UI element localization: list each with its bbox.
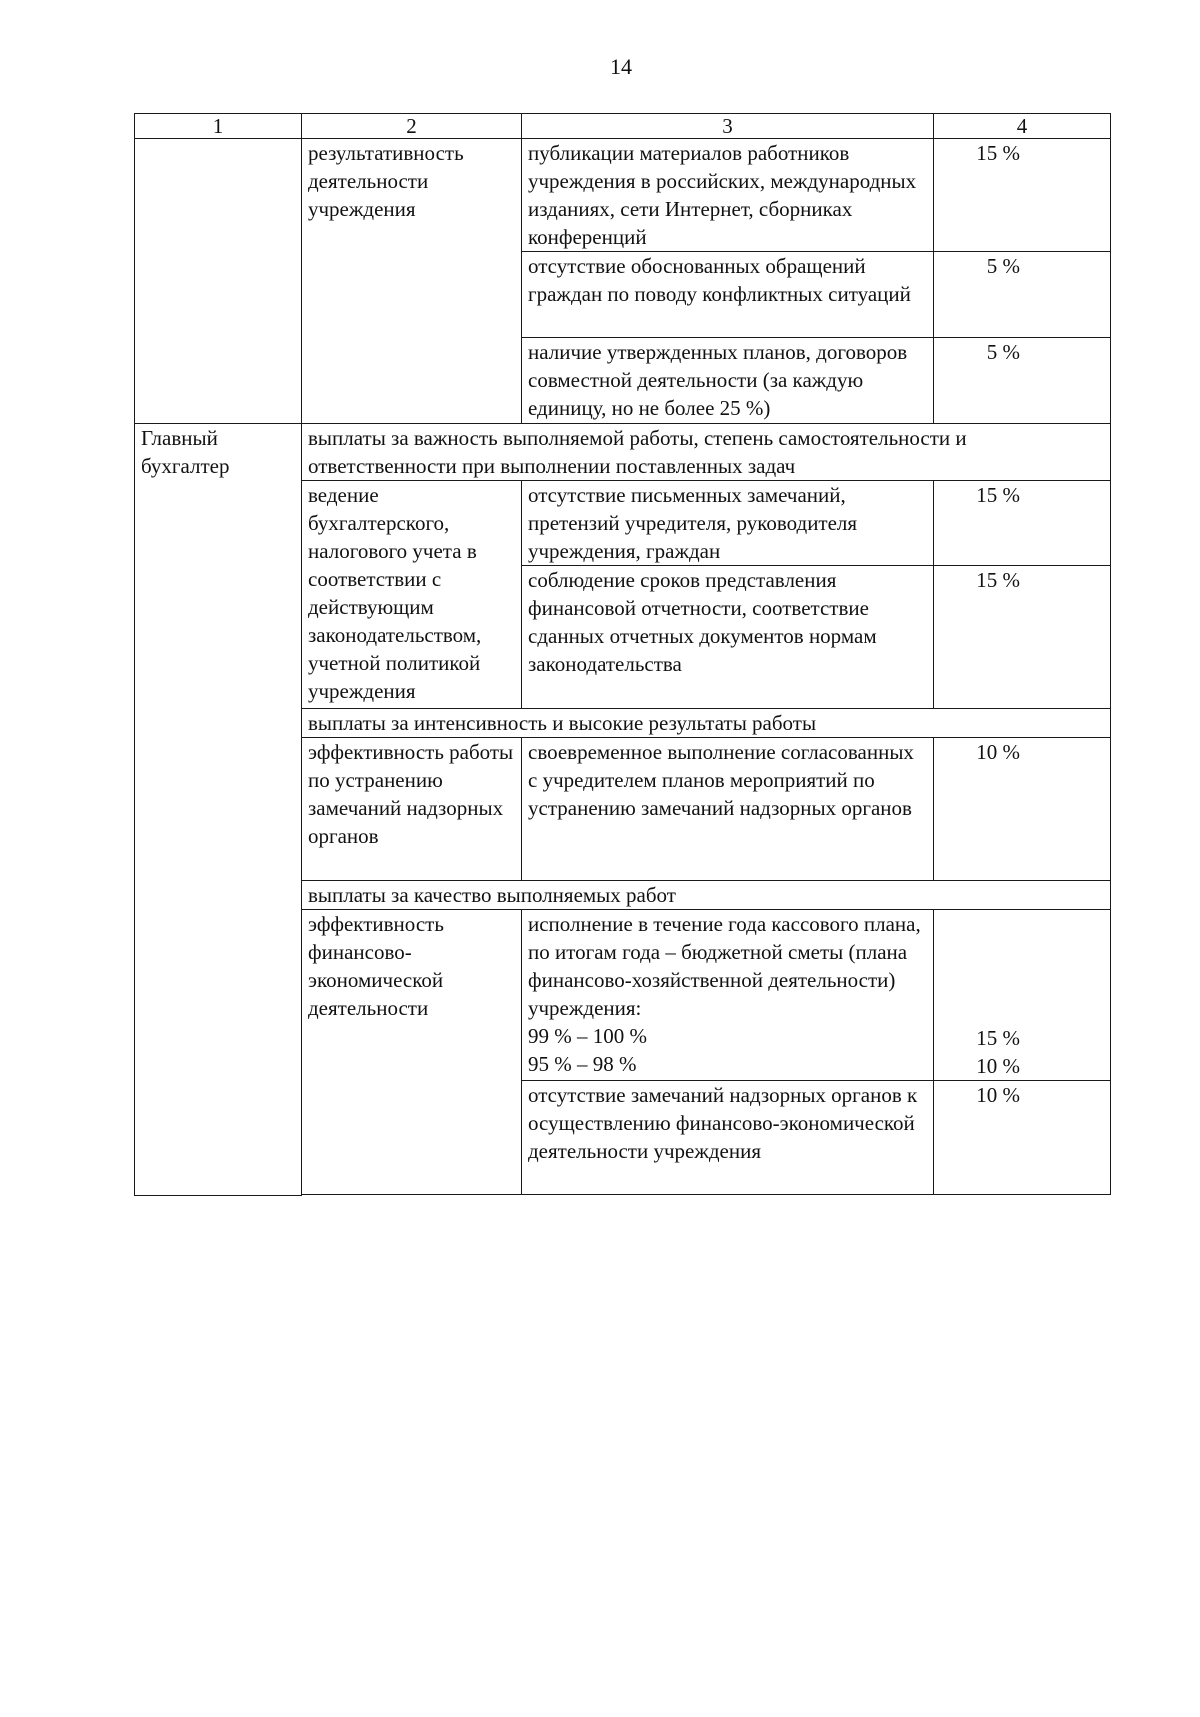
indicator-cell: ведение бухгалтерского, налогового учета в соответствии с действующим законодательством, учетной политикой учреждения: [302, 481, 522, 709]
position-cell-empty: [135, 139, 302, 424]
range-text: 99 % – 100 %: [528, 1024, 647, 1048]
criterion-cell: отсутствие замечаний надзорных органов к осуществлению финансово-экономической деятельности учреждения: [522, 1081, 934, 1195]
percent-cell: 15 %: [934, 481, 1111, 566]
percent-cell: [934, 910, 1111, 1081]
column-header-1: 1: [135, 114, 302, 139]
table-header-row: [135, 114, 1111, 139]
percent-value: 15 %: [976, 1026, 1020, 1050]
percent-cell: 10 %: [934, 1081, 1111, 1195]
criterion-cell: отсутствие обоснованных обращений граждан по поводу конфликтных ситуаций: [522, 252, 934, 338]
section-title-row: [135, 424, 1111, 481]
criterion-cell: отсутствие письменных замечаний, претензий учредителя, руководителя учреждения, граждан: [522, 481, 934, 566]
section-title: выплаты за качество выполняемых работ: [302, 881, 1111, 910]
criterion-cell: публикации материалов работников учреждения в российских, международных изданиях, сети Интернет, сборниках конференций: [522, 139, 934, 252]
criteria-table: [134, 113, 1111, 1196]
indicator-cell: эффективность финансово-экономической деятельности: [302, 910, 522, 1195]
criterion-cell: наличие утвержденных планов, договоров совместной деятельности (за каждую единицу, но не более 25 %): [522, 338, 934, 424]
percent-cell: 5 %: [934, 252, 1111, 338]
column-header-3: 3: [522, 114, 934, 139]
column-header-4: 4: [934, 114, 1111, 139]
percent-cell: 15 %: [934, 139, 1111, 252]
table-row: [135, 139, 1111, 252]
page-number: 14: [610, 54, 632, 79]
indicator-cell: эффективность работы по устранению замечаний надзорных органов: [302, 738, 522, 881]
column-header-2: 2: [302, 114, 522, 139]
percent-cell: 10 %: [934, 738, 1111, 881]
range-text: 95 % – 98 %: [528, 1052, 637, 1076]
section-title: выплаты за интенсивность и высокие результаты работы: [302, 709, 1111, 738]
criterion-cell: своевременное выполнение согласованных с учредителем планов мероприятий по устранению замечаний надзорных органов: [522, 738, 934, 881]
position-cell: Главный бухгалтер: [135, 424, 302, 1196]
percent-cell: 15 %: [934, 566, 1111, 709]
section-title: выплаты за важность выполняемой работы, степень самостоятельности и ответственности при выполнении поставленных задач: [302, 424, 1111, 481]
criterion-text: исполнение в течение года кассового плана, по итогам года – бюджетной сметы (плана финансово-хозяйственной деятельности) учреждения:: [528, 912, 921, 1020]
criterion-cell: соблюдение сроков представления финансовой отчетности, соответствие сданных отчетных документов нормам законодательства: [522, 566, 934, 709]
percent-cell: 5 %: [934, 338, 1111, 424]
indicator-cell: результативность деятельности учреждения: [302, 139, 522, 424]
criterion-cell: [522, 910, 934, 1081]
percent-value: 10 %: [976, 1054, 1020, 1078]
